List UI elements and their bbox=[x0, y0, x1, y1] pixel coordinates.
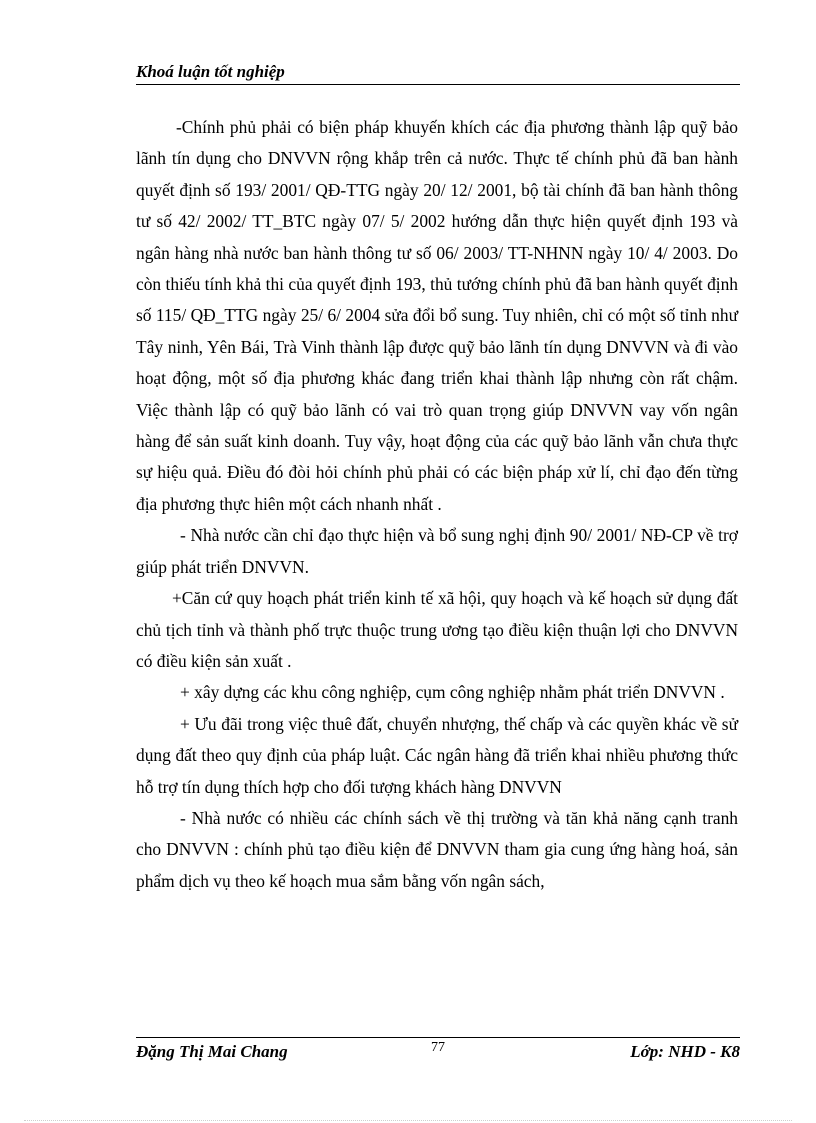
paragraph-1: -Chính phủ phải có biện pháp khuyến khích các địa phương thành lập quỹ bảo lãnh tín dụng cho DNVVN rộng khắp trên cả nước. Thực tế chính phủ đã ban hành quyết định số 193/ 2001/ QĐ-TTG ngày 20/ 12/ 2001, bộ tài chính đã ban hành thông tư số 42/ 2002/ TT_BTC ngày 07/ 5/ 2002 hướng dẫn thực hiện quyết định 193 và ngân hàng nhà nước ban hành thông tư số 06/ 2003/ TT-NHNN ngày 10/ 4/ 2003. Do còn thiếu tính khả thi của quyết định 193, thủ tướng chính phủ đã ban hành quyết định số 115/ QĐ_TTG ngày 25/ 6/ 2004 sửa đổi bổ sung. Tuy nhiên, chỉ có một số tỉnh như Tây ninh, Yên Bái, Trà Vinh thành lập được quỹ bảo lãnh tín dụng DNVVN và đi vào hoạt động, một số địa phương khác đang triển khai thành lập nhưng còn rất chậm. Việc thành lập có quỹ bảo lãnh có vai trò quan trọng giúp DNVVN vay vốn ngân hàng để sản suất kinh doanh. Tuy vậy, hoạt động của các quỹ bảo lãnh vẫn chưa thực sự hiệu quả. Điều đó đòi hỏi chính phủ phải có các biện pháp xử lí, chỉ đạo đến từng địa phương thực hiên một cách nhanh nhất . bbox=[136, 117, 738, 514]
paragraph-2: - Nhà nước cần chỉ đạo thực hiện và bổ sung nghị định 90/ 2001/ NĐ-CP về trợ giúp phát triển DNVVN. bbox=[136, 525, 738, 577]
footer-rule bbox=[136, 1037, 740, 1038]
paragraph-5: + Ưu đãi trong việc thuê đất, chuyển nhượng, thế chấp và các quyền khác về sử dụng đất theo quy định của pháp luật. Các ngân hàng đã triển khai nhiều phương thức hỗ trợ tín dụng thích hợp cho đối tượng khách hàng DNVVN bbox=[136, 713, 738, 797]
footer-author: Đặng Thị Mai Chang bbox=[136, 1042, 288, 1061]
page-number: 77 bbox=[431, 1040, 445, 1055]
footer-class-label: Lớp: NHD - K8 bbox=[630, 1042, 740, 1061]
page-header-title: Khoá luận tốt nghiệp bbox=[136, 62, 285, 81]
paragraph-6: - Nhà nước có nhiều các chính sách về thị trường và tăn khả năng cạnh tranh cho DNVVN : chính phủ tạo điều kiện để DNVVN tham gia cung ứng hàng hoá, sản phẩm dịch vụ theo kế hoạch mua sắm bằng vốn ngân sách, bbox=[136, 807, 738, 891]
paragraph-3: +Căn cứ quy hoạch phát triển kinh tế xã hội, quy hoạch và kế hoạch sử dụng đất chủ tịch tỉnh và thành phố trực thuộc trung ương tạo điều kiện thuận lợi cho DNVVN có điều kiện sản xuất . bbox=[136, 588, 738, 671]
page-edge-divider bbox=[24, 1120, 792, 1121]
paragraph-4: + xây dựng các khu công nghiệp, cụm công nghiệp nhằm phát triển DNVVN . bbox=[180, 682, 725, 703]
header-rule bbox=[136, 84, 740, 85]
document-body bbox=[136, 112, 738, 897]
